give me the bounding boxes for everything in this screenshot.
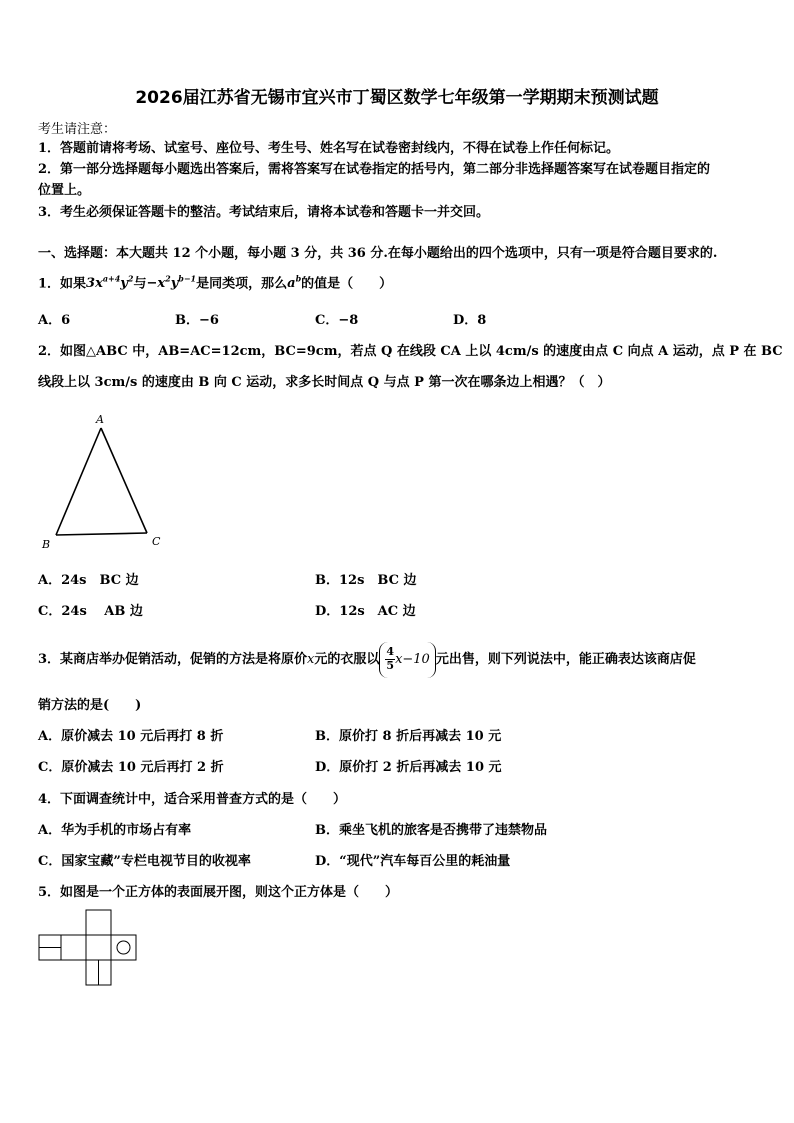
q2-stem-line1: 2．如图△ABC 中，AB=AC=12cm，BC=9cm，若点 Q 在线段 CA 上以 4cm/s 的速度由点 C 向点 A 运动，点 P 在 BC	[38, 344, 783, 359]
notice-item-3: 3．考生必须保证答题卡的整洁。考试结束后，请将本试卷和答题卡一并交回。	[38, 205, 490, 220]
q3-mid: 元的衣服以	[314, 652, 380, 667]
q4-option-b[interactable]: B．乘坐飞机的旅客是否携带了违禁物品	[315, 823, 547, 838]
q3-expr-tail: x−10	[395, 651, 430, 667]
net-face-left-b	[61, 935, 86, 960]
notice-item-1: 1．答题前请将考场、试室号、座位号、考生号、姓名写在试卷密封线内，不得在试卷上作任何标记。	[38, 141, 620, 156]
q3-option-a[interactable]: A．原价减去 10 元后再打 8 折	[38, 729, 224, 744]
vertex-label-a: A	[96, 413, 104, 426]
q4-option-a[interactable]: A．华为手机的市场占有率	[38, 823, 192, 838]
q1-a-power-b: $a^b$	[287, 274, 302, 292]
triangle-abc-figure	[36, 412, 176, 552]
q3-frac-den: 5	[386, 658, 395, 672]
side-ac	[101, 428, 147, 533]
q3-option-c[interactable]: C．原价减去 10 元后再打 2 折	[38, 760, 224, 775]
net-circle-mark	[117, 941, 130, 954]
q3-stem-line2: 销方法的是( )	[38, 698, 142, 713]
q3-frac-num: 4	[386, 645, 395, 659]
q1-suffix: 是同类项，那么	[196, 276, 288, 292]
notice-item-2-cont: 位置上。	[38, 183, 91, 198]
net-face-top	[86, 910, 111, 935]
q3-expression	[379, 642, 435, 678]
q5-stem: 5．如图是一个正方体的表面展开图，则这个正方体是（ ）	[38, 885, 399, 900]
q1-term2: $-x^2y^{b-1}$	[146, 274, 197, 292]
q1-mid: 与	[133, 276, 147, 292]
q1-option-c[interactable]: C．−8	[315, 313, 359, 328]
q2-stem-line2: 线段上以 3cm/s 的速度由 B 向 C 运动，求多长时间点 Q 与点 P 第一次在哪条边上相遇？（ ）	[38, 375, 611, 390]
q3-option-d[interactable]: D．原价打 2 折后再减去 10 元	[315, 760, 502, 775]
side-bc	[56, 533, 147, 535]
q4-option-d[interactable]: D．“现代”汽车每百公里的耗油量	[315, 854, 511, 869]
q2-option-d[interactable]: D．12s AC 边	[315, 604, 416, 619]
notice-item-2: 2．第一部分选择题每小题选出答案后，需将答案写在试卷指定的括号内，第二部分非选择题答案写在试卷题目指定的	[38, 162, 711, 177]
question-1	[38, 275, 392, 292]
side-ab	[56, 428, 101, 535]
net-face-center	[86, 935, 111, 960]
q2-option-b[interactable]: B．12s BC 边	[315, 573, 417, 588]
q3-prefix: 3．某商店举办促销活动，促销的方法是将原价	[38, 652, 308, 667]
q1-term1: $3x^{a+4}y^2$	[86, 274, 134, 292]
q2-option-c[interactable]: C．24s AB 边	[38, 604, 143, 619]
q3-stem-line1	[38, 640, 696, 680]
page-title: 2026届江苏省无锡市宜兴市丁蜀区数学七年级第一学期期末预测试题	[135, 88, 659, 108]
notice-heading: 考生请注意：	[38, 122, 117, 137]
q2-option-a[interactable]: A．24s BC 边	[38, 573, 139, 588]
vertex-label-c: C	[152, 535, 161, 548]
cube-net-figure	[36, 908, 142, 988]
q1-option-d[interactable]: D．8	[453, 313, 487, 328]
section-heading: 一、选择题：本大题共 12 个小题，每小题 3 分，共 36 分.在每小题给出的四个选项中，只有一项是符合题目要求的.	[38, 246, 718, 261]
q1-prefix: 1．如果	[38, 276, 87, 292]
q1-suffix2: 的值是（ ）	[301, 276, 393, 292]
vertex-label-b: B	[42, 538, 51, 551]
q1-option-a[interactable]: A．6	[38, 313, 71, 328]
q3-suffix: 元出售，则下列说法中，能正确表达该商店促	[435, 652, 696, 667]
q3-var-x: x	[307, 652, 315, 667]
q4-option-c[interactable]: C．国家宝藏”专栏电视节目的收视率	[38, 854, 251, 869]
net-face-right	[111, 935, 136, 960]
q4-stem: 4．下面调查统计中，适合采用普查方式的是（ ）	[38, 792, 347, 807]
q1-option-b[interactable]: B．−6	[175, 313, 219, 328]
q3-option-b[interactable]: B．原价打 8 折后再减去 10 元	[315, 729, 502, 744]
